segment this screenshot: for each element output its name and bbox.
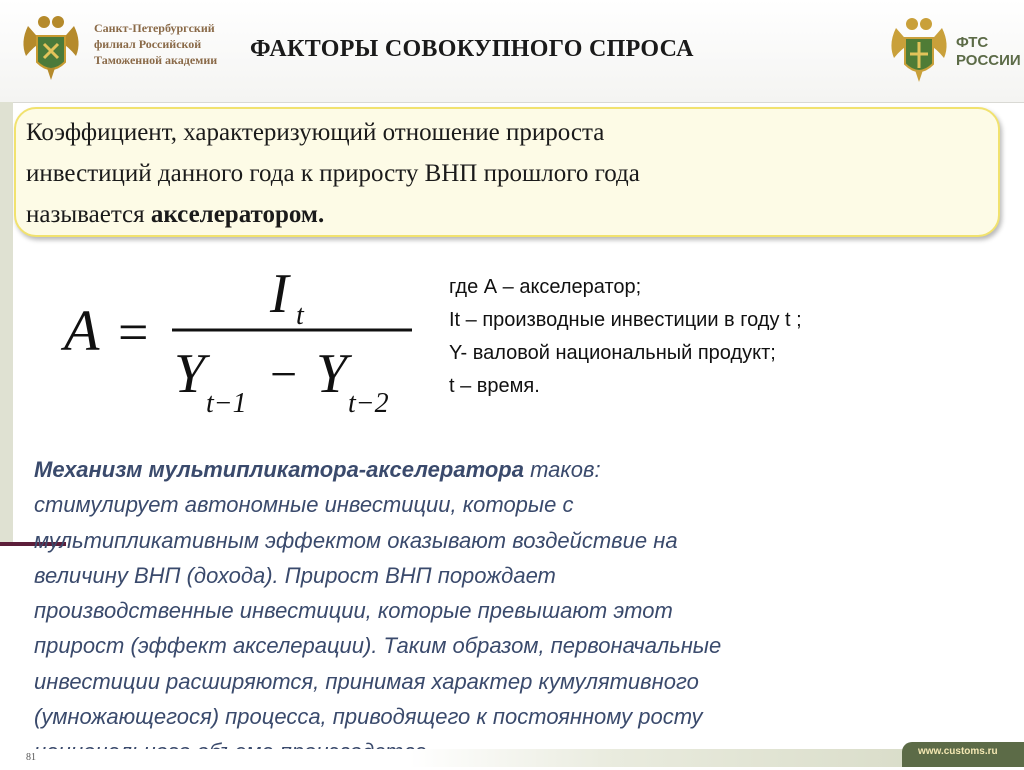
academy-name-line-2: филиал Российской xyxy=(94,37,202,51)
formula-denominator-symbol-2: Y xyxy=(316,343,348,405)
formula-numerator-symbol: I xyxy=(270,263,289,325)
academy-name-line-1: Санкт-Петербургский xyxy=(94,21,215,35)
formula-minus: − xyxy=(270,348,298,401)
formula-equals: = xyxy=(118,302,149,362)
academy-emblem-icon xyxy=(20,12,82,84)
formula-legend xyxy=(449,271,1009,403)
legend-line-2: It – производные инвестиции в году t ; xyxy=(449,309,802,331)
formula-denominator-sub-2: t−2 xyxy=(348,388,389,419)
mechanism-line-3: величину ВНП (дохода). Прирост ВНП порождает xyxy=(34,562,556,588)
formula-denominator-symbol-1: Y xyxy=(174,343,206,405)
site-url-link[interactable]: www.customs.ru xyxy=(918,746,998,757)
mechanism-line-2: мультипликативным эффектом оказывают воздействие на xyxy=(34,527,678,553)
fts-logo-line-2: РОССИИ xyxy=(956,52,1021,69)
legend-line-3: Y- валовой национальный продукт; xyxy=(449,342,776,364)
left-side-bar xyxy=(0,102,13,542)
page-number: 81 xyxy=(26,752,36,763)
accelerator-formula xyxy=(60,250,420,425)
academy-name xyxy=(94,20,254,68)
definition-term: акселератором. xyxy=(150,201,325,228)
formula-numerator-sub: t xyxy=(296,300,304,331)
definition-line-1: Коэффициент, характеризующий отношение прироста xyxy=(26,119,605,146)
definition-line-3 xyxy=(26,194,906,235)
footer-stripe xyxy=(0,749,1024,767)
mechanism-line-6: инвестиции расширяются, принимая характер кумулятивного xyxy=(34,668,699,694)
mechanism-heading: Механизм мультипликатора-акселератора xyxy=(34,457,524,482)
academy-name-line-3: Таможенной академии xyxy=(94,53,218,67)
legend-line-1: где А – акселератор; xyxy=(449,276,642,298)
mechanism-line-1: стимулирует автономные инвестиции, которые с xyxy=(34,492,574,518)
mechanism-line-4: производственные инвестиции, которые превышают этот xyxy=(34,598,673,624)
legend-line-4: t – время. xyxy=(449,375,540,397)
definition-line-2: инвестиций данного года к приросту ВНП прошлого года xyxy=(26,160,640,187)
mechanism-heading-tail: таков: xyxy=(523,457,601,482)
mechanism-paragraph xyxy=(34,452,964,770)
page-title: ФАКТОРЫ СОВОКУПНОГО СПРОСА xyxy=(250,36,694,62)
mechanism-line-7: (умножающегося) процесса, приводящего к постоянному росту xyxy=(34,704,703,730)
mechanism-line-0 xyxy=(34,452,964,487)
formula-lhs: A xyxy=(64,298,100,363)
fts-logo-text xyxy=(956,34,1021,70)
mechanism-line-5: прирост (эффект акселерации). Таким образом, первоначальные xyxy=(34,633,722,659)
fts-logo-line-1: ФТС xyxy=(956,34,989,51)
formula-denominator-sub-1: t−1 xyxy=(206,388,247,419)
definition-prefix: называется xyxy=(26,201,151,228)
definition-text xyxy=(26,112,906,235)
slide-header xyxy=(0,0,1024,103)
fts-emblem-icon xyxy=(888,14,950,86)
